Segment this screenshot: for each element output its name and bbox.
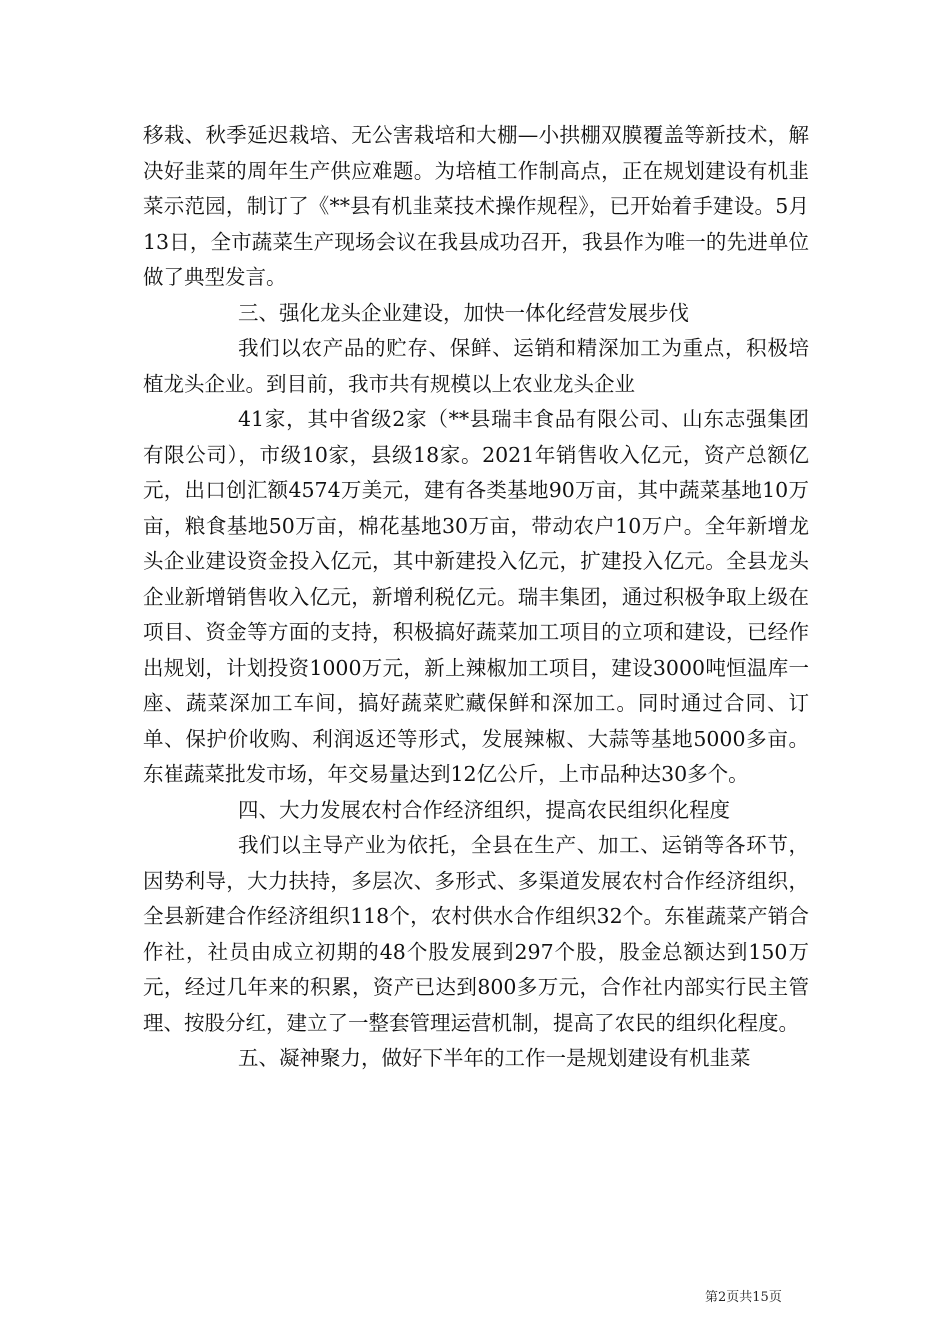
page-number: 第2页共15页: [705, 1290, 782, 1305]
section-heading-three: 三、强化龙头企业建设，加快一体化经营发展步伐: [238, 300, 689, 325]
paragraph-continued: 移栽、秋季延迟栽培、无公害栽培和大棚—小拱棚双膜覆盖等新技术，解决好韭菜的周年生产供应难题。为培植工作制高点，正在规划建设有机韭菜示范园，制订了《**县有机韭菜技术操作规程》，已开始着手建设。5月13日，全市蔬菜生产现场会议在我县成功召开，我县作为唯一的先进单位做了典型发言。: [143, 123, 809, 289]
section-heading-four: 四、大力发展农村合作经济组织，提高农民组织化程度: [238, 797, 730, 822]
document-body: [143, 118, 809, 1077]
paragraph-four: 我们以主导产业为依托，全县在生产、加工、运销等各环节，因势利导，大力扶持，多层次、多形式、多渠道发展农村合作经济组织，全县新建合作经济组织118个，农村供水合作组织32个。东崔蔬菜产销合作社，社员由成立初期的48个股发展到297个股，股金总额达到150万元，经过几年来的积累，资产已达到800多万元，合作社内部实行民主管理、按股分红，建立了一整套管理运营机制，提高了农民的组织化程度。: [143, 833, 809, 1035]
paragraph-three-intro: 我们以农产品的贮存、保鲜、运销和精深加工为重点，积极培植龙头企业。到目前，我市共有规模以上农业龙头企业: [143, 336, 809, 396]
paragraph-three-details: 41家，其中省级2家（**县瑞丰食品有限公司、山东志强集团有限公司），市级10家，县级18家。2021年销售收入亿元，资产总额亿元，出口创汇额4574万美元，建有各类基地90万亩，其中蔬菜基地10万亩，粮食基地50万亩，棉花基地30万亩，带动农户10万户。全年新增龙头企业建设资金投入亿元，其中新建投入亿元，扩建投入亿元。全县龙头企业新增销售收入亿元，新增利税亿元。瑞丰集团，通过积极争取上级在项目、资金等方面的支持，积极搞好蔬菜加工项目的立项和建设，已经作出规划，计划投资1000万元，新上辣椒加工项目，建设3000吨恒温库一座、蔬菜深加工车间，搞好蔬菜贮藏保鲜和深加工。同时通过合同、订单、保护价收购、利润返还等形式，发展辣椒、大蒜等基地5000多亩。东崔蔬菜批发市场，年交易量达到12亿公斤，上市品种达30多个。: [143, 407, 809, 786]
section-heading-five: 五、凝神聚力，做好下半年的工作一是规划建设有机韭菜: [238, 1046, 751, 1070]
